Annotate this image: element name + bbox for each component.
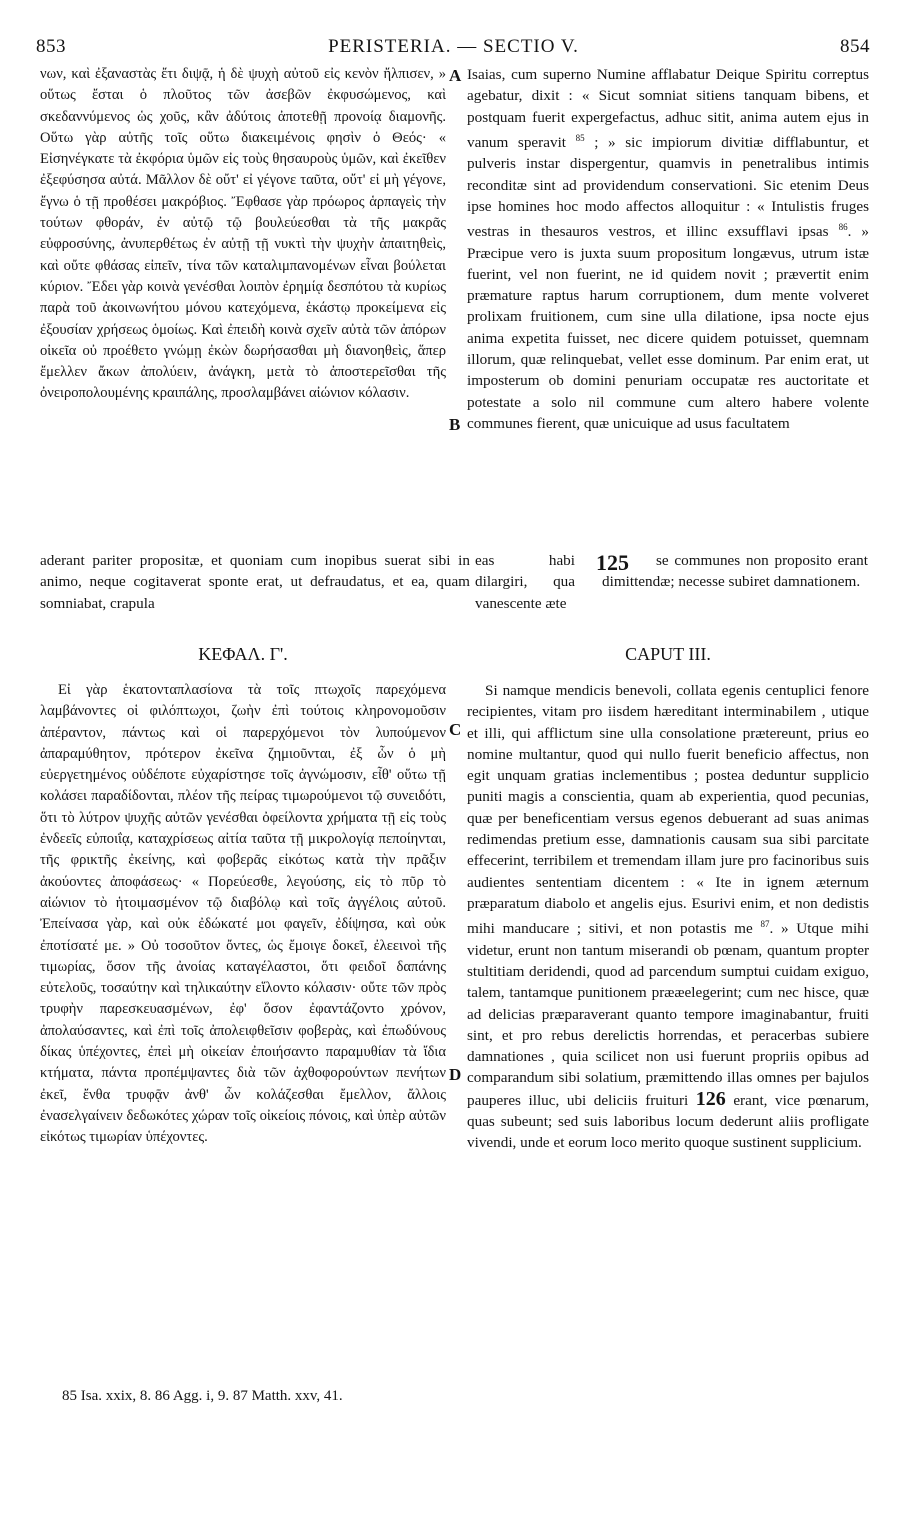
chapter-heading-greek: ΚΕΦΑΛ. Γ'. [198,644,288,664]
latin-text-bottom-part1: Si namque mendicis benevoli, collata egenis centuplici fenore recipientes, vitam pro iisdem hæreditant interminabilem , utique et illi, qui afflictum sine ulla consolatione prætereunt, prius eo nomine multantur, quod qui nullo fuerit beneficio affectus, non egit unquam gratias inclementibus ; postea deduntur supplicio puniti magis a conscientia, quam ab experientia, quod pecunias, quæ per beneficentiam versus egenos debuerant ad suas animas redimendas pretium esse, damnationis causam sua sibi parcitate effecerint, terribilem et tremendam illam jure pro facinoribus suis audientes sententiam dicentem : « Ite in ignem æternum præparatum diabolo et angelis ejus. Esurivi enim, et non dedistis mihi manducare ; sitivi, et non potastis me [467,682,869,938]
footnotes: 85 Isa. xxix, 8. 86 Agg. i, 9. 87 Matth. xxv, 41. [62,1388,343,1404]
latin-text-top-part1: Isaias, cum superno Numine afflabatur Deique Spiritu correptus agebatur, dixit : « Sicut somniat sitiens tanquam bibens, et postquam fuerit expergefactus, adhuc sitit, anima autem ejus in vanum speravit [467,66,869,151]
page-number-right: 854 [840,36,870,57]
margin-letter-d: D [449,1065,462,1084]
running-title: PERISTERIA. — SECTIO V. [328,36,579,57]
latin-continuation-mid: eas habi dilargiri, qua vanescente æte [475,552,575,612]
page-number-left: 853 [36,36,66,57]
column-number-125: 125 [596,550,629,575]
margin-letter-a: A [449,66,462,85]
latin-text-bottom-part2: . » Utque mihi videtur, erunt non tantum miserandi ob pœnam, quantum propter stultitiam deridendi, quod ad parcendum sumptui cuidam exiguo, talem, tantamque punitionem prææelegerint; cum nec hisce, quæ ad delicias præparaverant quanto tempore imaginabantur, fruiti sint, et pro rebus derelictis horrendas, et peracerbas subiere damnationes , quia scilicet non usi fuerunt propriis opibus ad comparandum sibi solatium, præmittendo illas omnes per bajulos pauperes illuc, ubi deliciis fruituri [467,920,869,1109]
latin-text-top [467,64,869,434]
column-number-126: 126 [695,1087,726,1110]
margin-letter-b: B [449,415,461,434]
chapter-heading-latin: CAPUT III. [625,644,711,664]
footnote-ref-86: 86 [838,222,848,233]
latin-text-top-part3: . » Præcipue vero is juxta suum propositum longævus, utrum istæ fuerint, vel non fuerint, ne id quidem novit ; prævertit enim præmature raptus harum corruptionem, dum mente volveret prolixam fruitionem, cum sine ulla dilatione, ipsa nocte ejus anima expetita fuisset, nec dicere quidem potuisset, quemnam illorum, quæ relinquebat, vellet esse dominum. Par enim erat, ut imposterum ob domini penuriam occupatæ res auctoritate et potestate a solo nil commune cum altero habere volente communes fierent, quæ unicuique ad usus facultatem [467,223,869,432]
latin-text-top-part2: ; » sic impiorum divitiæ difflabuntur, et pulveris instar dispergentur, quamvis in penetralibus intimis reconditæ sint ad providendum conservationi. Sic etenim Deus ipse homines hoc modo affectos alloquitur : « Intulistis fruges vestras in thesauros vestros, et illinc exsufflavi ipsas [467,133,870,241]
margin-letter-c: C [449,720,462,739]
latin-text-bottom [467,680,869,1154]
footnote-ref-85: 85 [575,132,585,143]
latin-continuation-left: aderant pariter propositæ, et quoniam cum inopibus suerat sibi in animo, neque cogitaverat sponte erat, ut defraudatus, et ea, quam somniabat, crapula [40,552,470,612]
latin-continuation-right: se communes non proposito erant dimittendæ; necesse subiret damnationem. [602,552,868,591]
greek-text-bottom: Εἰ γὰρ ἑκατονταπλασίονα τὰ τοῖς πτωχοῖς παρεχόμενα λαμβάνοντες οἱ φιλόπτωχοι, ζωὴν ἐπὶ τούτοις κληρονομοῦσιν ἀπέραντον, πάντως καὶ οἱ παρερχόμενοι τὸν λυπούμενον ἀπαραμύθητον, πρότερον ἐκεῖνα ζημιοῦνται, ἐξ ὧν ὁ μὴ εὐεργετημένος οὐδέποτε εὐχαρίστησε τοῖς ἀγνώμοσιν, εἶθ' οὕτω τῇ κολάσει παραδίδονται, πλέον τῆς πείρας τιμωρούμενοι τῷ συνειδότι, ὅτι τὸ λύτρον ψυχῆς αὐτῶν γενέσθαι ὀφείλοντα χρήματα τῇ εἰς τοὺς ἐνδεεῖς εὐποιΐᾳ, καταχρίσεως αἰτία ταῦτα τῇ μικρολογίᾳ πεποίηνται, τῆς φρικτῆς ἐκείνης, καὶ φοβερᾶς εἰκότως κατὰ τὴν πρᾶξιν ἀκούοντες ἀποφάσεως· « Πορεύεσθε, λεγούσης, εἰς τὸ πῦρ τὸ αἰώνιον τὸ ἡτοιμασμένον τῷ διαβόλῳ καὶ τοῖς ἀγγέλοις αὐτοῦ. Ἐπείνασα γὰρ, καὶ οὐκ ἐδώκατέ μοι φαγεῖν, ἐδίψησα, καὶ οὐκ ἐποτίσατέ με. » Οὐ τοσοῦτον ὄντες, ὡς ἔμοιγε δοκεῖ, ἐλεεινοὶ τῆς τιμωρίας, ὅσον τῆς ἀνοίας καταγέλαστοι, ὅτι φειδοῖ δαπάνης εὐτελοῦς, τοσαύτην καὶ τηλικαύτην εἵλοντο κόλασιν· οὔτε τῶν πρὸς τρυφὴν παρεσκευασμένων, ἐφ' ὅσον ἐφαντάζοντο χρόνον, ἀπολαύσαντες, καὶ ἐπὶ τοῖς ἀπολειφθεῖσιν φοβερὰς, καὶ ἐπωδύνους δίκας ὑπέχοντες, ἐπεὶ μὴ οἰκείαν ἐποιήσαντο παραμυθίαν τὰ ἴδια κτήματα, πάντα προπέμψαντες διὰ τῶν ἀχθοφορούντων πενήτων ἐκεῖ, ἔνθα τρυφᾷν ἀνθ' ὧν κολάζεσθαι ἔμελλον, ἄλλοις ἐνασελγαίνειν δεδωκότες χώραν τοῖς οἰκείοις πόνοις, καὶ ὑπὲρ αὐτῶν εἰκότως τιμωρίαν ὑπέχοντες. [40,682,446,1146]
latin-text-bottom-part3: erant, vice pœnarum, quas subeunt; sed suis laboribus locum dederunt aliis profligate vivendi, unde et eorum loco merito quoque sustinent supplicium. [467,1091,869,1152]
footnote-ref-87: 87 [760,919,770,930]
greek-text-top: νων, καὶ ἐξαναστὰς ἔτι διψᾷ, ἡ δὲ ψυχὴ αὐτοῦ εἰς κενὸν ἤλπισεν, » οὕτως ἔσται ὁ πλοῦτος τῶν ἀσεβῶν ἐκφυσώμενος, καὶ σκεδαννύμενος ὡς χοῦς, κἂν ἀδύτοις ἀποτεθῇ προνοίᾳ διαμονῆς. Οὕτω γὰρ αὐτῆς τοῖς οὕτω διακειμένοις φησὶν ὁ Θεός· « Εἰσηνέγκατε τὰ ἐκφόρια ὑμῶν εἰς τοὺς θησαυροὺς ὑμῶν, καὶ ἐκεῖθεν ἐξεφύσησα αὐτά. Μᾶλλον δὲ οὔτ' εἰ γέγονε ταῦτα, οὔτ' εἰ μὴ γέγονε, ἔγνω ὁ τῇ προθέσει μακρόβιος. Ἔφθασε γὰρ πρόωρος ἁρπαγεὶς τὴν τούτων φθοράν, ἐν αὐτῷ τῷ βουλεύεσθαι τὰ τῆς μακρᾶς εὐφροσύνης, ἀνυπερθέτως ἐν αὐτῇ τῇ νυκτὶ τὴν ψυχὴν ἀπαιτηθεὶς, καὶ οὔτε φθάσας εἰπεῖν, τίνα τῶν καταλιμπανομένων εἶναι βούλεται κύριον. Ἔδει γὰρ κοινὰ γενέσθαι λοιπὸν ἐρημίᾳ δεσπότου τὰ κυρίως παρὰ τοῦ ἀκοινωνήτου μόνου κατεχόμενα, ἑκάστῳ προκείμενα εἰς ἐξουσίαν χρήσεως ὁμοίως. Καὶ ἐπειδὴ κοινὰ σχεῖν αὐτὰ τῶν ἀπόρων οἰκεῖα οὐ προέθετο γνώμῃ ἐκὼν δωρήσασθαι μὴ διανοηθεὶς, ἅπερ ἔμελλεν ἄκων ἀπολύειν, ἀνάγκη, μετὰ τὸ ἀποστερεῖσθαι τῆς ὀνειροπολουμένης κραιπάλης, προσλαμβάνει αἰώνιον κόλασιν. [40,66,446,402]
